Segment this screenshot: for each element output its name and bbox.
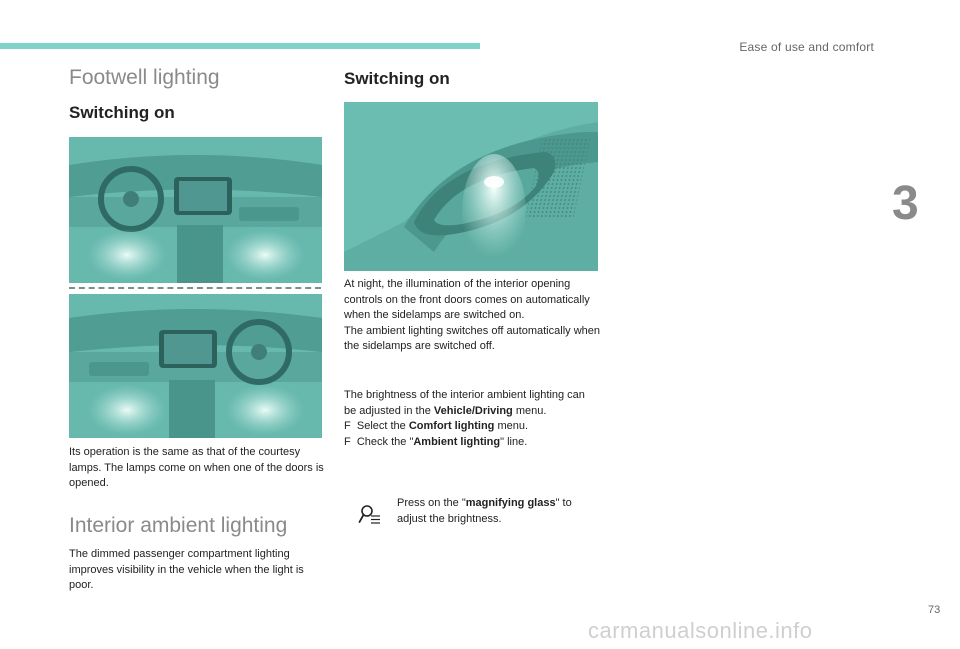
ambient-title: Interior ambient lighting: [69, 514, 288, 537]
footwell-title: Footwell lighting: [69, 66, 220, 89]
bullet1-text: Select the: [356, 420, 409, 432]
bullet-check-ambient: [344, 435, 600, 451]
ambient-paragraph-1: [344, 277, 600, 355]
magnifying-glass-icon: [358, 503, 382, 527]
ambient-lighting-line: Ambient lighting: [413, 435, 501, 448]
bullet-marker-icon: F: [344, 420, 351, 432]
door-handle-illustration: [344, 102, 598, 271]
illustration-separator: [69, 287, 321, 289]
vehicle-driving-menu: Vehicle/Driving: [433, 404, 513, 417]
magnifying-tip: [397, 496, 602, 527]
footwell-subtitle: Switching on: [69, 103, 175, 122]
bullet1-suffix: menu.: [494, 420, 529, 432]
section-header: Ease of use and comfort: [739, 40, 874, 54]
bullet-marker-icon: F: [344, 435, 351, 448]
chapter-number: 3: [892, 177, 919, 230]
comfort-lighting-menu: Comfort lighting: [408, 420, 495, 432]
ambient-paragraph: The dimmed passenger compartment lighting improves visibility in the vehicle when the light is poor.: [69, 548, 304, 591]
watermark: carmanualsonline.info: [588, 618, 813, 643]
tip-suffix: " to adjust the brightness.: [397, 497, 572, 525]
bullet2-text: Check the ": [356, 435, 414, 448]
brightness-text: The brightness of the interior ambient lighting can be adjusted in the: [344, 389, 585, 417]
footwell-paragraph: Its operation is the same as that of the courtesy lamps. The lamps come on when one of the doors is opened.: [69, 446, 324, 489]
magnifying-glass-label: magnifying glass: [465, 497, 556, 509]
bullet-select-comfort: [344, 419, 600, 435]
switch-off-text: The ambient lighting switches off automatically when the sidelamps are switched off.: [344, 324, 600, 352]
dashboard-illustration-lhd: [69, 137, 322, 283]
header-accent-bar: [0, 43, 480, 49]
dashboard-illustration-rhd: [69, 294, 322, 438]
page-number: 73: [928, 604, 941, 616]
tip-text: Press on the ": [397, 497, 466, 509]
menu-suffix: menu.: [512, 404, 547, 417]
bullet2-suffix: " line.: [500, 435, 528, 448]
brightness-paragraph: [344, 388, 600, 450]
night-illumination-text: At night, the illumination of the interior opening controls on the front doors comes on automatically when the sidelamps are switched on.: [344, 278, 590, 321]
ambient-subtitle: Switching on: [344, 69, 450, 88]
